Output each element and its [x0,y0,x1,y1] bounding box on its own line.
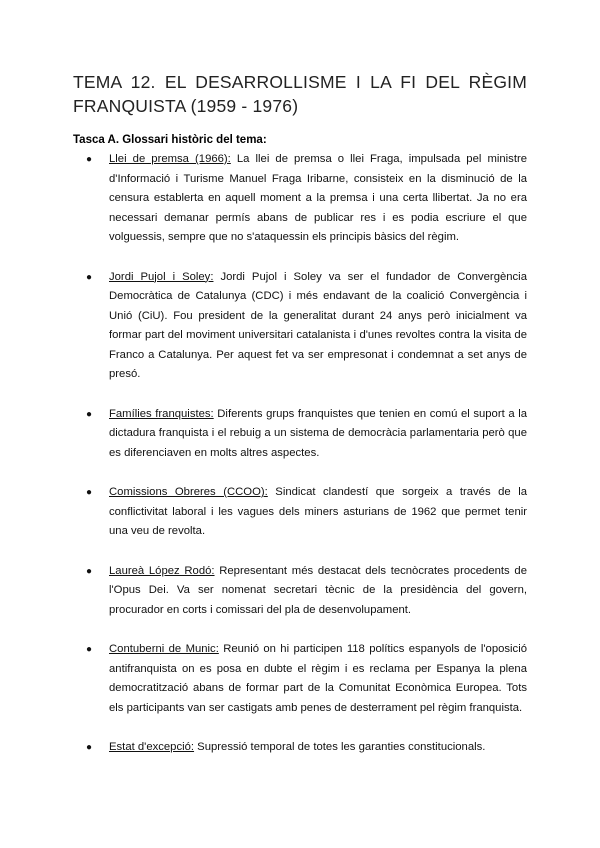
glossary-definition: Supressió temporal de totes les garanties constitucionals. [194,741,486,753]
glossary-term: Laureà López Rodó: [109,564,215,577]
glossary-term: Famílies franquistes: [109,407,214,420]
glossary-definition: Reunió on hi participen 118 polítics espanyols de l'oposició antifranquista on es posa en dubte el règim i es reclama per Espanya la plena democratització abans de formar part de la Comunitat Econòmica Europea. Tots els participants van ser castigats amb penes de desterrament pel règim franquista. [109,643,527,714]
glossary-term: Comissions Obreres (CCOO): [109,486,268,498]
glossary-term: Contuberni de Munic: [109,643,219,655]
glossary-term: Jordi Pujol i Soley: [109,270,214,283]
glossary-term: Llei de premsa (1966): [109,153,231,165]
glossary-entry-contuberni-de-munic [86,640,527,718]
glossary-list [86,150,527,778]
bullet-icon: ● [86,742,93,753]
glossary-entry-llei-de-premsa [86,150,527,248]
glossary-entry-jordi-pujol [86,268,527,385]
bullet-icon: ● [86,154,93,165]
glossary-entry-estat-d-excepcio [86,738,527,758]
glossary-definition: Representant més destacat dels tecnòcrates procedents de l'Opus Dei. Va ser nomenat secretari tècnic de la presidència del govern, procurador en corts i comissari del pla de desenvolupament. [109,564,527,616]
page-title [73,70,527,118]
bullet-icon: ● [86,565,93,577]
glossary-term: Estat d'excepció: [109,741,195,753]
bullet-icon: ● [86,644,93,655]
bullet-icon: ● [86,408,93,420]
glossary-entry-comissions-obreres [86,483,527,542]
bullet-icon: ● [86,271,93,283]
glossary-definition: Diferents grups franquistes que tenien en comú el suport a la dictadura franquista i el rebuig a un sistema de democràcia parlamentaria però que es diferenciaven en molts altres aspectes. [109,407,527,459]
bullet-icon: ● [86,487,93,498]
page-title-line-1: TEMA 12. EL DESARROLLISME I LA FI DEL RÈGIM [73,72,527,92]
glossary-definition: Sindicat clandestí que sorgeix a través de la conflictivitat laboral i les vagues dels miners asturians de 1962 que permet tenir una veu de revolta. [109,486,527,537]
section-heading: Tasca A. Glossari històric del tema: [73,134,267,146]
page-title-line-2: FRANQUISTA (1959 - 1976) [73,96,299,116]
glossary-entry-laurea-lopez-rodo [86,562,527,621]
glossary-definition: Jordi Pujol i Soley va ser el fundador de Convergència Democràtica de Catalunya (CDC) i més endavant de la coalició Convergència i Unió (CiU). Fou president de la generalitat durant 24 anys però inicialment va formar part del moviment universitari catalanista i d'unes revoltes contra la visita de Franco a Catalunya. Per aquest fet va ser empresonat i condemnat a set anys de presó. [109,270,527,380]
glossary-entry-families-franquistes [86,405,527,464]
glossary-definition: La llei de premsa o llei Fraga, impulsada pel ministre d'Informació i Turisme Manuel Fraga Iribarne, consisteix en la disminució de la censura establerta en aquell moment a la premsa i una certa llibertat. Ja no era necessari demanar permís abans de publicar res i es podia escriure el que volguessis, sempre que no s'ataquessin els principis bàsics del règim. [109,153,527,243]
